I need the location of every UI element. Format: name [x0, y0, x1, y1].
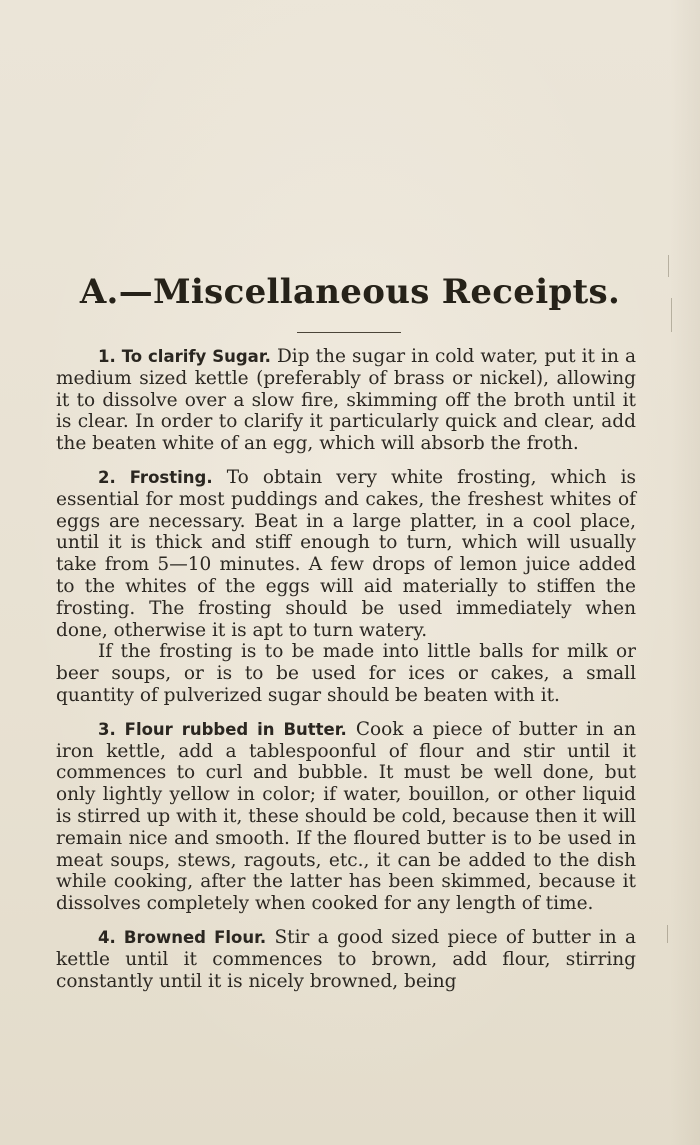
section-2-number: 2.: [98, 467, 116, 487]
section-4-label: Browned Flour.: [123, 927, 267, 947]
page-title: A.—Miscellaneous Receipts.: [79, 272, 621, 312]
section-1: [56, 346, 636, 455]
section-4-number: 4.: [98, 927, 116, 947]
section-3-number: 3.: [98, 719, 116, 739]
margin-mark: [668, 255, 669, 277]
section-4-text: Stir a good sized piece of butter in a kettle until it commences to brown, add flour, stirring constantly until it is nicely browned, being: [56, 926, 637, 992]
section-4: [56, 927, 636, 992]
title-rule: [297, 332, 401, 333]
section-4-heading: [98, 928, 266, 947]
section-2-label: Frosting.: [129, 467, 213, 487]
page-body: [56, 346, 636, 992]
section-3: [56, 719, 636, 915]
section-2-continuation: If the frosting is to be made into little balls for milk or beer soups, or is to be used for ices or cakes, a small quantity of pulverized sugar should be beaten with it.: [56, 641, 636, 706]
margin-mark: [671, 298, 672, 332]
section-1-number: 1.: [98, 347, 116, 366]
section-3-text: Cook a piece of butter in an iron kettle, add a tablespoonful of flour and stir until it commences to curl and bubble. It must be well done, but only lightly yellow in color; if water, bouillon, or other liquid is stirred up with it, these should be cold, because then it will remain nice and smooth. If the floured butter is to be used in meat soups, stews, ragouts, etc., it can be added to the dish while cooking, after the latter has been skimmed, because it dissolves completely when cooked for any length of time.: [56, 718, 637, 915]
page-edge-shadow: [670, 0, 700, 1145]
section-2-heading: [98, 468, 213, 487]
section-3-label: Flour rubbed in Butter.: [124, 719, 347, 739]
section-3-heading: [98, 720, 347, 739]
margin-mark: [667, 925, 668, 943]
section-1-heading: [98, 347, 271, 366]
section-1-text: Dip the sugar in cold water, put it in a medium sized kettle (preferably of brass or nickel), allowing it to dissolve over a slow fire, skimming off the broth until it is clear. In order to clarify it particularly quick and clear, add the beaten white of an egg, which will absorb the froth.: [56, 346, 636, 455]
section-1-label: To clarify Sugar.: [121, 347, 271, 366]
section-2: [56, 467, 636, 641]
section-2-text: To obtain very white frosting, which is essential for most puddings and cakes, the freshest whites of eggs are necessary. Beat in a large platter, in a cool place, until it is thick and stiff enough to turn, which will usually take from 5—10 minutes. A few drops of lemon juice added to the whites of the eggs will aid materially to stiffen the frosting. The frosting should be used immediately when done, otherwise it is apt to turn watery.: [56, 466, 637, 641]
